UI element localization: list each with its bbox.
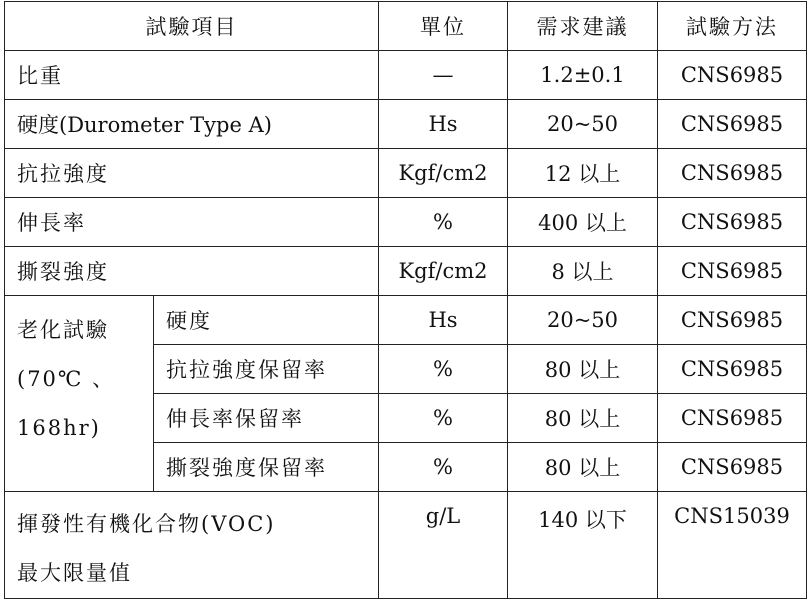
table-row [5,296,807,345]
item-cell: 撕裂強度保留率 [154,443,379,492]
requirement-cell: 20~50 [508,100,658,149]
method-cell: CNS6985 [658,51,807,100]
unit-cell: Kgf/cm2 [379,247,508,296]
table-row [5,51,807,100]
unit-cell: % [379,443,508,492]
unit-cell: g/L [379,492,508,599]
table-row [5,198,807,247]
item-cell: 硬度(Durometer Type A) [5,100,379,149]
method-cell: CNS15039 [658,492,807,599]
method-cell: CNS6985 [658,394,807,443]
table-row [5,247,807,296]
method-cell: CNS6985 [658,149,807,198]
requirement-cell: 80 以上 [508,394,658,443]
voc-item-cell [5,492,379,599]
item-cell: 伸長率保留率 [154,394,379,443]
method-cell: CNS6985 [658,198,807,247]
item-cell: 抗拉強度 [5,149,379,198]
requirement-cell: 20~50 [508,296,658,345]
unit-cell: % [379,394,508,443]
method-cell: CNS6985 [658,247,807,296]
header-item: 試驗項目 [5,2,379,51]
item-cell: 比重 [5,51,379,100]
requirement-cell: 1.2±0.1 [508,51,658,100]
method-cell: CNS6985 [658,443,807,492]
aging-label-line: 168hr) [17,416,101,440]
header-requirement: 需求建議 [508,2,658,51]
aging-label-line: 老化試驗 [17,318,109,342]
method-cell: CNS6985 [658,296,807,345]
requirement-cell: 12 以上 [508,149,658,198]
table-row [5,149,807,198]
unit-cell: Hs [379,100,508,149]
unit-cell: — [379,51,508,100]
requirement-cell: 80 以上 [508,345,658,394]
unit-cell: Hs [379,296,508,345]
voc-item-line: 最大限量值 [17,561,132,585]
unit-cell: % [379,345,508,394]
aging-test-label [5,296,154,492]
spec-table [4,1,807,599]
item-cell: 伸長率 [5,198,379,247]
item-cell: 抗拉強度保留率 [154,345,379,394]
method-cell: CNS6985 [658,100,807,149]
header-unit: 單位 [379,2,508,51]
header-method: 試驗方法 [658,2,807,51]
item-cell: 撕裂強度 [5,247,379,296]
aging-label-line: (70℃ 、 [17,367,116,391]
requirement-cell: 8 以上 [508,247,658,296]
requirement-cell: 400 以上 [508,198,658,247]
voc-item-line: 揮發性有機化合物(VOC) [17,512,276,536]
table-row [5,492,807,599]
unit-cell: Kgf/cm2 [379,149,508,198]
header-row [5,2,807,51]
requirement-cell: 140 以下 [508,492,658,599]
table-row [5,100,807,149]
method-cell: CNS6985 [658,345,807,394]
requirement-cell: 80 以上 [508,443,658,492]
unit-cell: % [379,198,508,247]
item-cell: 硬度 [154,296,379,345]
